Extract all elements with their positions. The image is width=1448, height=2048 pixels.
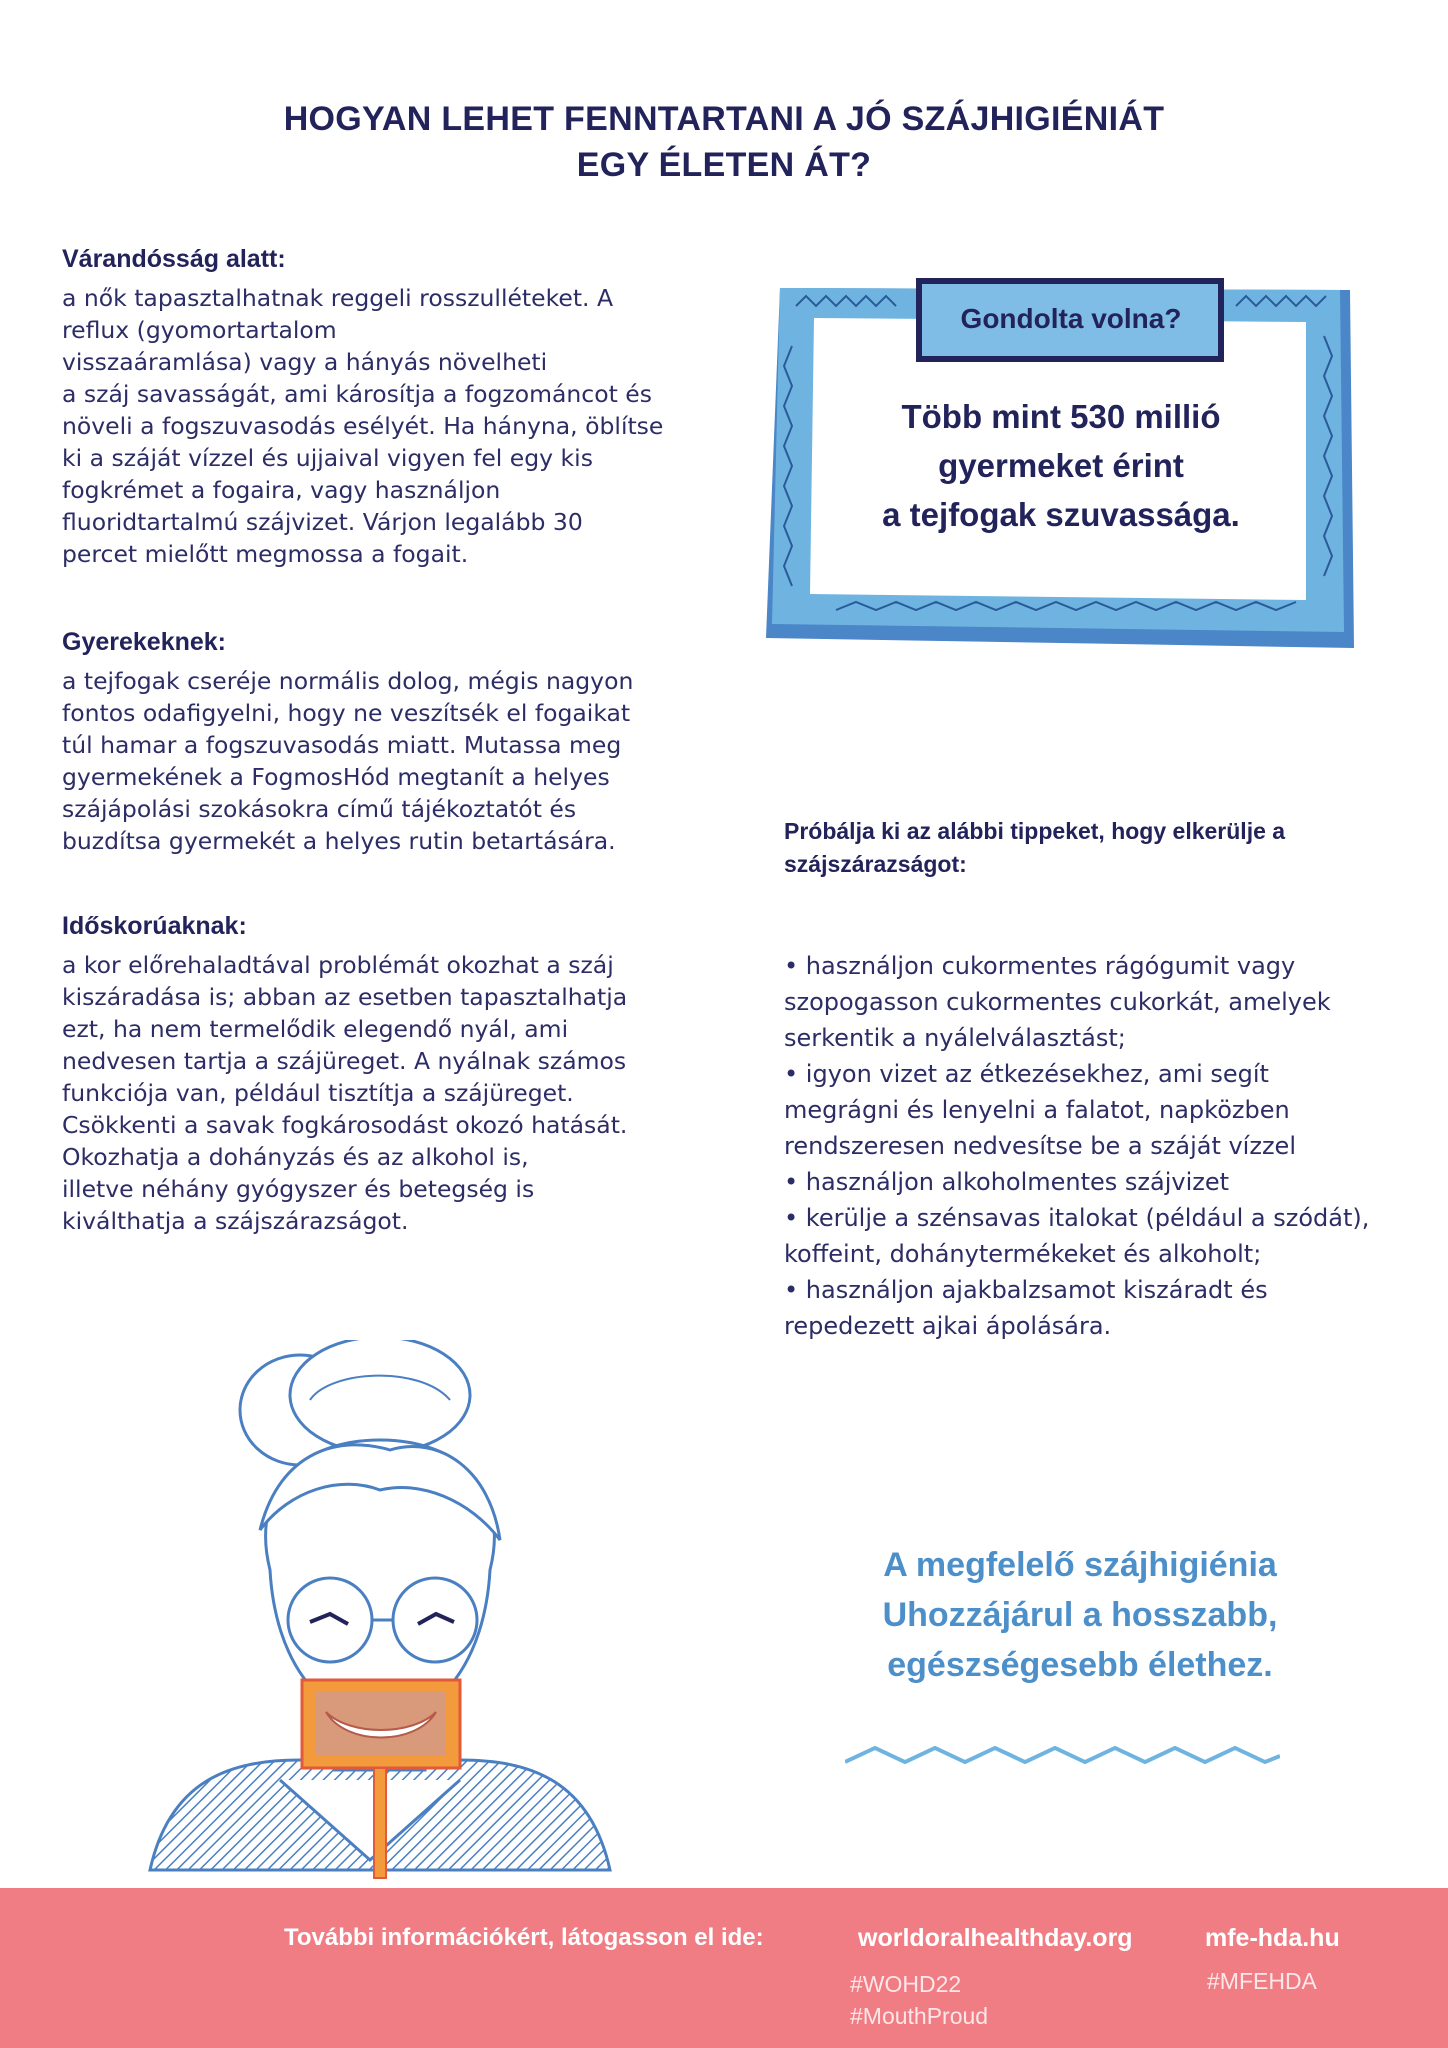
slogan bbox=[800, 1540, 1360, 1690]
list-item: • használjon cukormentes rágógumit vagy szopogasson cukormentes cukorkát, amelyek serkentik a nyálelválasztást; bbox=[784, 948, 1374, 1056]
list-item: • kerülje a szénsavas italokat (például a szódát), koffeint, dohánytermékeket és alkoholt; bbox=[784, 1200, 1374, 1272]
section-children bbox=[62, 628, 722, 857]
hashtag: #WOHD22 bbox=[850, 1971, 962, 1997]
fact-box-text bbox=[826, 392, 1296, 539]
fact-line: a tejfogak szuvassága. bbox=[882, 496, 1240, 533]
footer bbox=[0, 1888, 1448, 2048]
page-title-line1: HOGYAN LEHET FENNTARTANI A JÓ SZÁJHIGIÉNIÁT bbox=[283, 100, 1165, 138]
page-title-line2: EGY ÉLETEN ÁT? bbox=[576, 146, 872, 184]
hashtag: #MFEHDA bbox=[1207, 1968, 1317, 1994]
section-body: a nők tapasztalhatnak reggeli rosszulléteket. A reflux (gyomortartalom visszaáramlása) vagy a hányás növelheti a száj savasságát, ami károsítja a fogzománcot és növeli a fogszuvasodás esélyét. Ha hányna, öblítse ki a száját vízzel és ujjaival vigyen fel egy kis fogkrémet a fogaira, vagy használjon fluoridtartalmú szájvizet. Várjon legalább 30 percet mielőtt megmossa a fogait. bbox=[62, 284, 664, 568]
fact-box-heading: Gondolta volna? bbox=[960, 303, 1182, 334]
footer-link-wohd[interactable]: worldoralhealthday.org bbox=[858, 1924, 1133, 1952]
fact-box bbox=[766, 276, 1356, 651]
footer-label: További információkért, látogasson el ide: bbox=[284, 1924, 764, 1951]
fact-line: gyermeket érint bbox=[938, 447, 1184, 484]
section-body: a tejfogak cseréje normális dolog, mégis nagyon fontos odafigyelni, hogy ne veszítsék el fogaikat túl hamar a fogszuvasodás miatt. Mutassa meg gyermekének a FogmosHód megtanít a helyes szájápolási szokásokra című tájékoztatót és buzdítsa gyermekét a helyes rutin betartására. bbox=[62, 667, 634, 855]
section-heading: Várandósság alatt: bbox=[62, 245, 286, 273]
section-elderly bbox=[62, 912, 722, 1237]
section-pregnancy bbox=[62, 245, 722, 570]
list-item: • igyon vizet az étkezésekhez, ami segít megrágni és lenyelni a falatot, napközben rendszeresen nedvesítse be a száját vízzel bbox=[784, 1056, 1374, 1164]
section-heading: Időskorúaknak: bbox=[62, 912, 247, 940]
list-item: • használjon ajakbalzsamot kiszáradt és repedezett ajkai ápolására. bbox=[784, 1272, 1374, 1344]
grandmother-smile-sign-illustration bbox=[140, 1340, 620, 1885]
page-title bbox=[0, 96, 1448, 188]
slogan-line: egészségesebb élethez. bbox=[887, 1646, 1273, 1684]
list-item: • használjon alkoholmentes szájvizet bbox=[784, 1164, 1374, 1200]
slogan-line: A megfelelő szájhigiénia bbox=[883, 1546, 1277, 1584]
tips-list bbox=[784, 948, 1374, 1344]
fact-line: Több mint 530 millió bbox=[901, 398, 1221, 435]
slogan-line: Uhozzájárul a hosszabb, bbox=[882, 1596, 1278, 1634]
hashtag: #MouthProud bbox=[850, 2003, 989, 2029]
tips-heading: Próbálja ki az alábbi tippeket, hogy elkerülje a szájszárazságot: bbox=[784, 818, 1286, 877]
section-heading: Gyerekeknek: bbox=[62, 628, 227, 656]
section-body: a kor előrehaladtával problémát okozhat a száj kiszáradása is; abban az esetben tapasztalhatja ezt, ha nem termelődik elegendő nyál, ami nedvesen tartja a szájüreget. A nyálnak számos funkciója van, például tisztítja a szájüreget. Csökkenti a savak fogkárosodást okozó hatását. Okozhatja a dohányzás és az alkohol is, illetve néhány gyógyszer és betegség is kiválthatja a szájszárazságot. bbox=[62, 951, 628, 1235]
zigzag-wave-icon bbox=[845, 1740, 1280, 1770]
footer-link-mfe[interactable]: mfe-hda.hu bbox=[1205, 1924, 1340, 1952]
footer-hashtags-wohd bbox=[850, 1968, 988, 2032]
